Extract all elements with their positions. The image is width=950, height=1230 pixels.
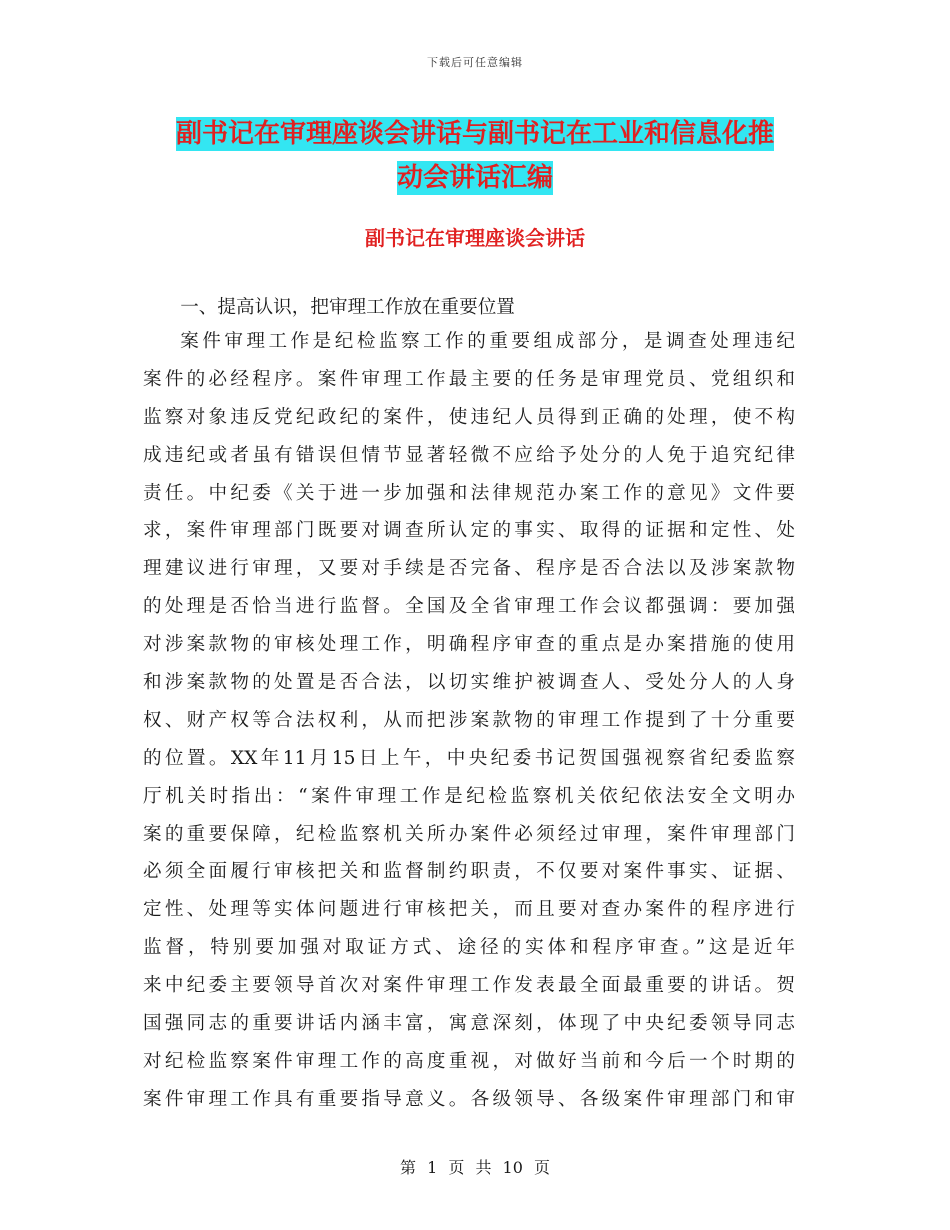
paragraph-line: 必须全面履行审核把关和监督制约职责，不仅要对案件事实、证据、	[143, 861, 795, 883]
paragraph-line: 责任。中纪委《关于进一步加强和法律规范办案工作的意见》文件要	[143, 482, 795, 504]
paragraph-line: 对涉案款物的审核处理工作，明确程序审查的重点是办案措施的使用	[143, 634, 795, 656]
section-title: 副书记在审理座谈会讲话	[365, 226, 585, 250]
paragraph-line: 的位置。XX年11月15日上午，中央纪委书记贺国强视察省纪委监察	[143, 747, 795, 769]
paragraph-line: 理建议进行审理，又要对手续是否完备、程序是否合法以及涉案款物	[143, 558, 795, 580]
paragraph-line: 成违纪或者虽有错误但情节显著轻微不应给予处分的人免于追究纪律	[143, 444, 795, 466]
paragraph-line: 权、财产权等合法权利，从而把涉案款物的审理工作提到了十分重要	[143, 709, 795, 731]
paragraph-line: 和涉案款物的处置是否合法，以切实维护被调查人、受处分人的人身	[143, 672, 795, 694]
document-title	[150, 112, 800, 200]
paragraph-line: 案件审理工作具有重要指导意义。各级领导、各级案件审理部门和审	[143, 1088, 795, 1110]
document-title-line-2	[150, 156, 800, 200]
body-paragraph	[143, 323, 795, 1119]
paragraph-line: 来中纪委主要领导首次对案件审理工作发表最全面最重要的讲话。贺	[143, 975, 795, 997]
paragraph-line: 案的重要保障，纪检监察机关所办案件必须经过审理，案件审理部门	[143, 823, 795, 845]
section-heading-1: 一、提高认识，把审理工作放在重要位置	[180, 297, 515, 318]
header-note: 下载后可任意编辑	[427, 56, 523, 69]
paragraph-line: 对纪检监察案件审理工作的高度重视，对做好当前和今后一个时期的	[143, 1050, 795, 1072]
title-highlight-2: 动会讲话汇编	[396, 163, 553, 193]
paragraph-line: 监督，特别要加强对取证方式、途径的实体和程序审查。”这是近年	[143, 937, 795, 959]
paragraph-line: 厅机关时指出：“案件审理工作是纪检监察机关依纪依法安全文明办	[143, 785, 795, 807]
document-body	[143, 292, 795, 1119]
paragraph-line: 国强同志的重要讲话内涵丰富，寓意深刻，体现了中央纪委领导同志	[143, 1013, 795, 1035]
paragraph-line: 监察对象违反党纪政纪的案件，使违纪人员得到正确的处理，使不构	[143, 406, 795, 428]
paragraph-line: 求，案件审理部门既要对调查所认定的事实、取得的证据和定性、处	[143, 520, 795, 542]
paragraph-line: 的处理是否恰当进行监督。全国及全省审理工作会议都强调：要加强	[143, 596, 795, 618]
paragraph-line: 案件的必经程序。案件审理工作最主要的任务是审理党员、党组织和	[143, 368, 795, 390]
paragraph-line: 案件审理工作是纪检监察工作的重要组成部分，是调查处理违纪	[180, 331, 795, 352]
document-title-line-1	[150, 112, 800, 156]
title-highlight-1: 副书记在审理座谈会讲话与副书记在工业和信息化推	[175, 119, 774, 149]
paragraph-line: 定性、处理等实体问题进行审核把关，而且要对查办案件的程序进行	[143, 899, 795, 921]
page-number-footer: 第 1 页 共 10 页	[400, 1158, 550, 1177]
